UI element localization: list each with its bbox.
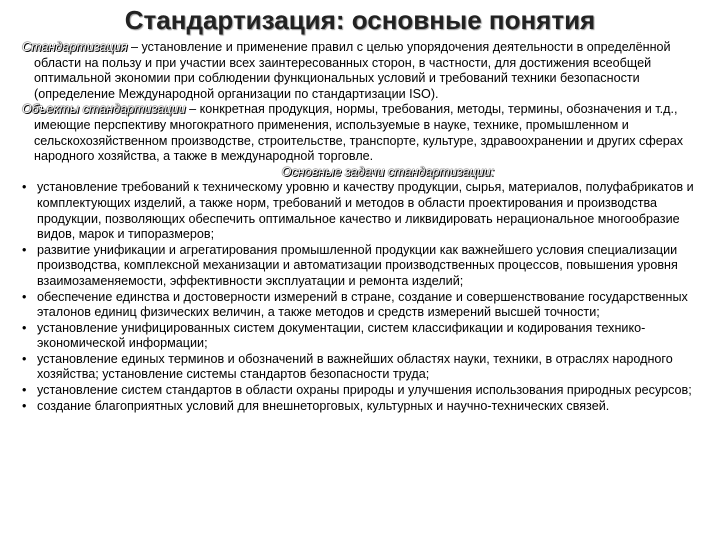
list-item	[22, 383, 714, 399]
bullet-icon: •	[22, 242, 27, 257]
bullet-icon: •	[22, 351, 27, 366]
bullet-icon: •	[22, 289, 27, 304]
task-text: установление систем стандартов в области охраны природы и улучшения использования природных ресурсов;	[37, 383, 692, 398]
task-text: развитие унификации и агрегатирования промышленной продукции как важнейшего условия специализации производства, комплексной механизации и автоматизации производственных процессов, повышения уровня взаимозаменяемости, эффективности эксплуатации и ремонта изделий;	[37, 242, 678, 288]
task-text: установление единых терминов и обозначений в важнейших областях науки, техники, в отраслях народного хозяйства; установление системы стандартов безопасности труда;	[37, 351, 673, 382]
tasks-heading: Основные задачи стандартизации:	[281, 164, 495, 179]
slide-title: Стандартизация: основные понятия	[124, 5, 596, 35]
bullet-icon: •	[22, 180, 27, 195]
objects-paragraph	[22, 102, 714, 164]
task-text: создание благоприятных условий для внешнеторговых, культурных и научно-технических связей.	[37, 398, 610, 413]
definition-text: – установление и применение правил с целью упорядочения деятельности в определённой области на пользу и при участии всех заинтересованных сторон, в частности, для достижения всеобщей оптимальной экономии при соблюдении функциональных условий и требований техники безопасности (определение Международной организации по стандартизации ISO).	[34, 40, 671, 101]
list-item	[22, 290, 714, 321]
definition-paragraph	[22, 40, 714, 102]
task-text: установление требований к техническому уровню и качеству продукции, сырья, материалов, полуфабрикатов и комплектующих изделий, а также норм, требований и методов в области проектирования и производства продукции, позволяющих обеспечить оптимальное качество и ликвидировать нерациональное многообразие видов, марок и типоразмеров;	[37, 180, 694, 242]
tasks-list	[22, 180, 714, 414]
bullet-icon: •	[22, 320, 27, 335]
objects-text: – конкретная продукция, нормы, требования, методы, термины, обозначения и т.д., имеющие перспективу многократного применения, используемые в науке, технике, промышленном и сельскохозяйственном производстве, строительстве, транспорте, культуре, здравоохранении и других сферах народного хозяйства, а также в международной торговле.	[34, 102, 684, 164]
definition-term: Стандартизация	[22, 40, 128, 54]
list-item	[22, 243, 714, 290]
list-item	[22, 180, 714, 242]
objects-term: Объекты стандартизации	[22, 102, 186, 117]
list-item	[22, 321, 714, 352]
bullet-icon: •	[22, 383, 27, 398]
slide-body	[22, 40, 714, 414]
list-item	[22, 399, 714, 415]
task-text: установление унифицированных систем документации, систем классификации и кодирования технико-экономической информации;	[37, 320, 646, 351]
list-item	[22, 352, 714, 383]
task-text: обеспечение единства и достоверности измерений в стране, создание и совершенствование государственных эталонов единиц физических величин, а также методов и средств измерений высшей точности;	[37, 289, 688, 320]
bullet-icon: •	[22, 398, 27, 413]
